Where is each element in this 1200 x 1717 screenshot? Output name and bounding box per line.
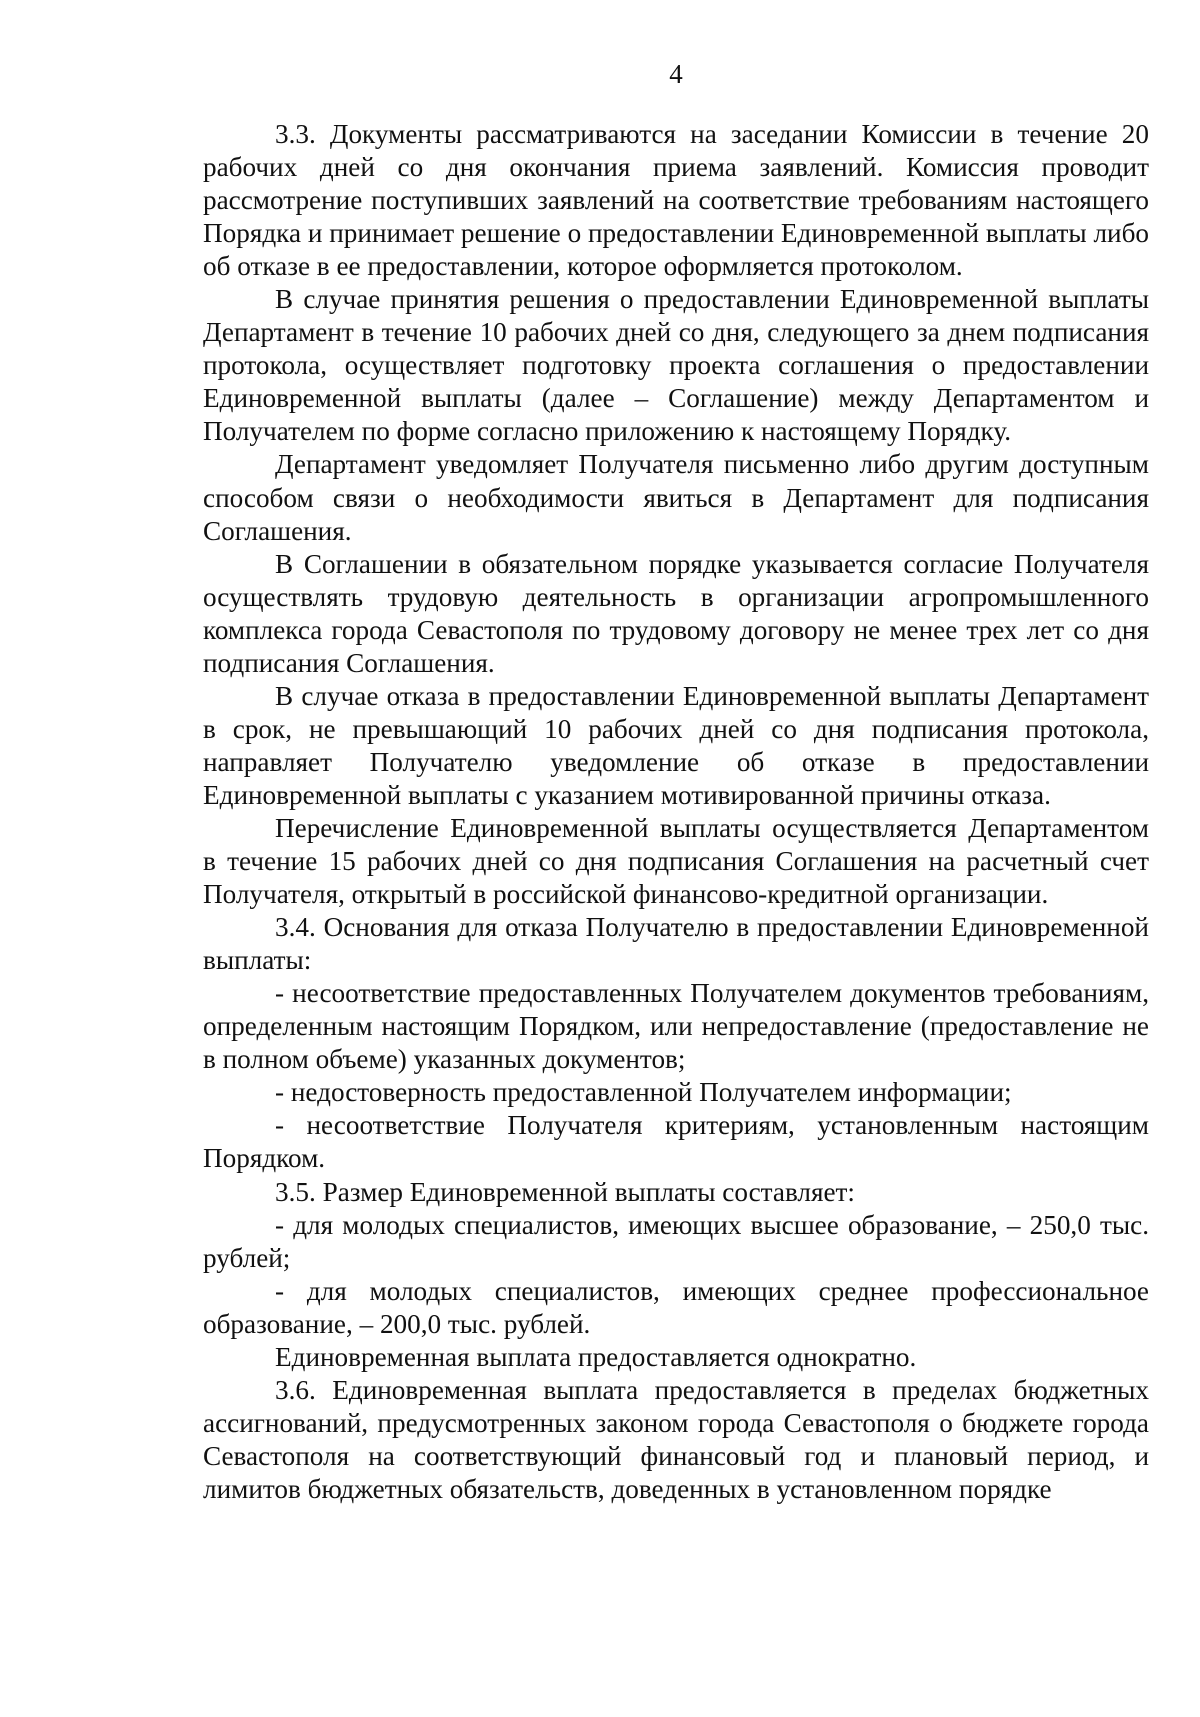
page-number: 4 [669, 59, 683, 89]
list-item-refusal-1: - несоответствие предоставленных Получателем документов требованиям, определенным настоящим Порядком, или непредоставление (предоставление не в полном объеме) указанных документов; [203, 978, 1149, 1075]
list-item-amount-higher: - для молодых специалистов, имеющих высшее образование, – 250,0 тыс. рублей; [203, 1209, 1149, 1273]
paragraph-refusal-notice: В случае отказа в предоставлении Единовременной выплаты Департамент в срок, не превышающий 10 рабочих дней со дня подписания протокола, направляет Получателю уведомление об отказе в предоставлении Единовременной выплаты с указанием мотивированной причины отказа. [203, 680, 1149, 810]
paragraph-3-3: 3.3. Документы рассматриваются на заседании Комиссии в течение 20 рабочих дней со дня окончания приема заявлений. Комиссия проводит рассмотрение поступивших заявлений на соответствие требованиям настоящего Порядка и принимает решение о предоставлении Единовременной выплаты либо об отказе в ее предоставлении, которое оформляется протоколом. [203, 119, 1149, 282]
list-item-refusal-2: - недостоверность предоставленной Получателем информации; [275, 1077, 1012, 1108]
paragraph-decision-agreement: В случае принятия решения о предоставлении Единовременной выплаты Департамент в течение 10 рабочих дней со дня, следующего за днем подписания протокола, осуществляет подготовку проекта соглашения о предоставлении Единовременной выплаты (далее – Соглашение) между Департаментом и Получателем по форме согласно приложению к настоящему Порядку. [203, 284, 1149, 447]
paragraph-3-6: 3.6. Единовременная выплата предоставляется в пределах бюджетных ассигнований, предусмотренных законом города Севастополя о бюджете города Севастополя на соответствующий финансовый год и плановый период, и лимитов бюджетных обязательств, доведенных в установленном порядке [203, 1374, 1149, 1504]
paragraph-notification: Департамент уведомляет Получателя письменно либо другим доступным способом связи о необходимости явиться в Департамент для подписания Соглашения. [203, 449, 1149, 546]
paragraph-3-5: 3.5. Размер Единовременной выплаты составляет: [275, 1176, 855, 1207]
paragraph-3-4: 3.4. Основания для отказа Получателю в предоставлении Единовременной выплаты: [203, 912, 1149, 976]
paragraph-one-time: Единовременная выплата предоставляется однократно. [275, 1341, 917, 1372]
list-item-refusal-3: - несоответствие Получателя критериям, установленным настоящим Порядком. [203, 1110, 1149, 1174]
document-body [203, 118, 1149, 1506]
list-item-amount-secondary: - для молодых специалистов, имеющих среднее профессиональное образование, – 200,0 тыс. рублей. [203, 1275, 1149, 1339]
paragraph-agreement-consent: В Соглашении в обязательном порядке указывается согласие Получателя осуществлять трудовую деятельность в организации агропромышленного комплекса города Севастополя по трудовому договору не менее трех лет со дня подписания Соглашения. [203, 548, 1149, 678]
paragraph-transfer: Перечисление Единовременной выплаты осуществляется Департаментом в течение 15 рабочих дней со дня подписания Соглашения на расчетный счет Получателя, открытый в российской финансово-кредитной организации. [203, 812, 1149, 910]
